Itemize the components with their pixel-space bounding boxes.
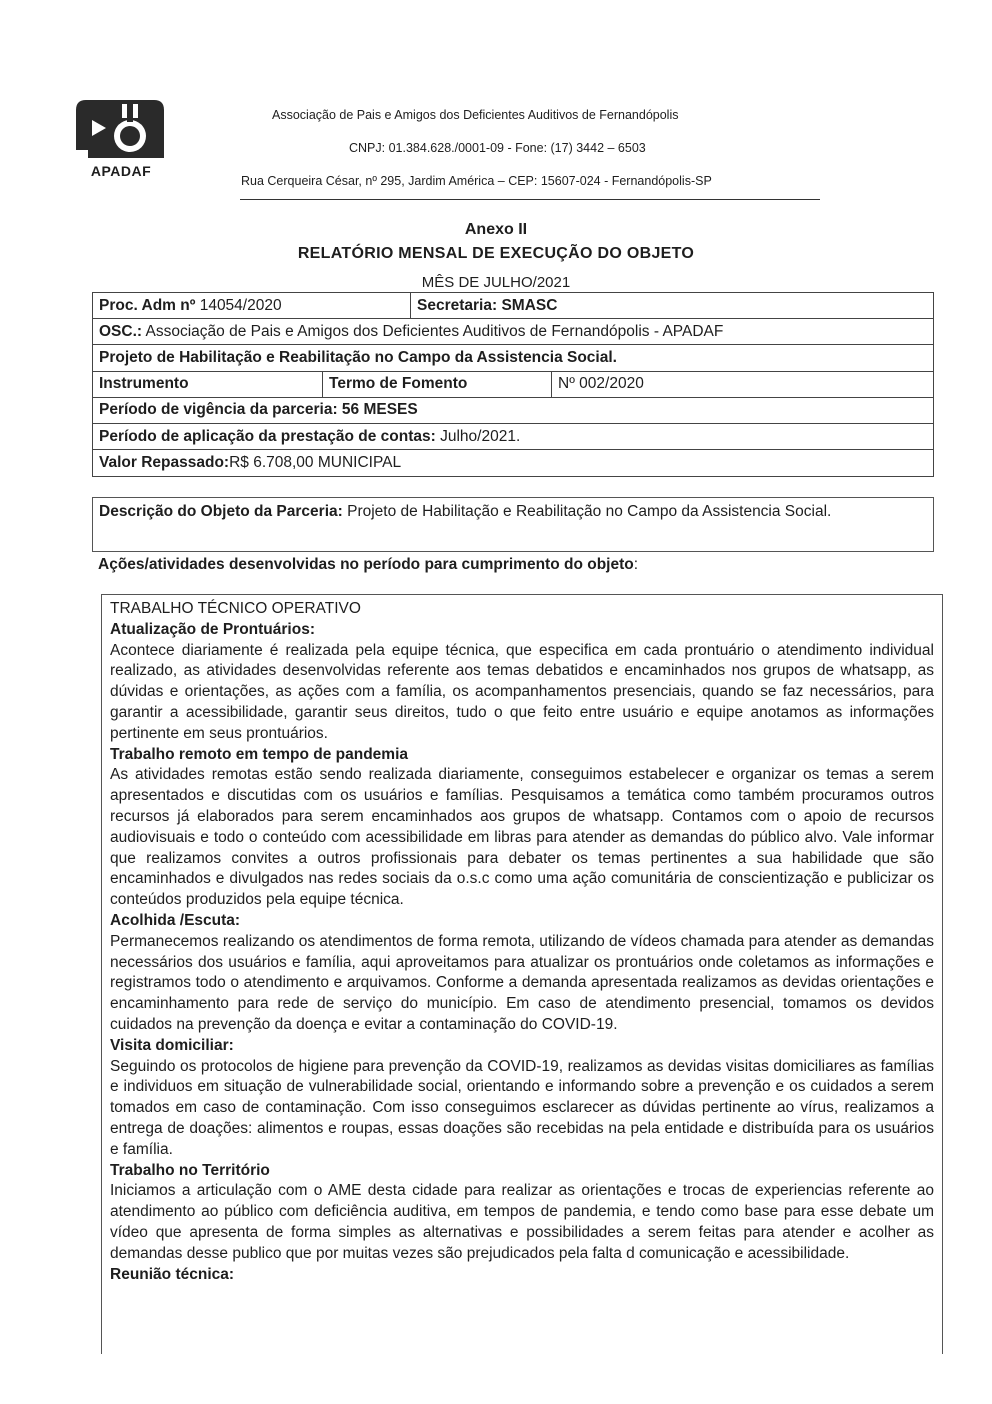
block-heading: Trabalho remoto em tempo de pandemia: [110, 745, 409, 763]
actions-heading-colon: :: [633, 556, 639, 573]
actions-heading: [98, 556, 638, 574]
row-aplicacao: [93, 424, 933, 450]
block-heading: Atualização de Prontuários:: [110, 620, 315, 638]
object-description: [92, 497, 934, 552]
instrumento-value: Termo de Fomento: [329, 375, 468, 393]
activities-box: [101, 594, 943, 1354]
block-text: Seguindo os protocolos de higiene para prevenção da COVID-19, realizamos as devidas visitas domiciliares as famílias e individuos em situação de vulnerabilidade social, orientando e informando sobre a prevenção e os cuidados a serem tomados em caso de contaminação. Com isso conseguimos esclarecer as dúvidas pertinente ao vírus, realizamos a entrega de doações: alimentos e roupas, essas doações são recebidas na pela entidade e distribuída para os usuários e família.: [110, 1057, 934, 1158]
aplicacao-cell: [93, 424, 520, 449]
row-vigencia: [93, 398, 933, 424]
description-label: Descrição do Objeto da Parceria:: [99, 503, 343, 520]
block-text: Acontece diariamente é realizada pela equipe técnica, que especifica em cada prontuário o atendimento individual realizado, as atividades desenvolvidas referente aos temas debatidos e encaminhados nos grupos de whatsapp, as dúvidas e orientações, as ações com a família, os acompanhamentos presenciais, quando se faz necessários, para garantir a acessibilidade, garantir seus direitos, tudo o que feito entre usuário e equipe anotamos as informações pertinente em seus prontuários.: [110, 641, 934, 742]
block-heading: Acolhida /Escuta:: [110, 911, 241, 929]
report-title: RELATÓRIO MENSAL DE EXECUÇÃO DO OBJETO: [297, 245, 695, 262]
block-text: Iniciamos a articulação com o AME desta cidade para realizar as orientações e trocas de experiencias referente ao atendimento ao público com deficiência auditiva, em tempos de pandemia, e tendo como base para esse debate um vídeo que apresenta de forma simples as alternativas e possibilidades a serem feitas para atender e acolher as demandas desse publico que por muitas vezes são prejudicados pela falta d comunicação e acessibilidade.: [110, 1182, 934, 1262]
aplicacao-value: Julho/2021.: [435, 427, 521, 445]
project-name: Projeto de Habilitação e Reabilitação no Campo da Assistencia Social.: [99, 348, 617, 366]
aplicacao-label: Período de aplicação da prestação de contas:: [99, 427, 436, 445]
row-instrumento: [93, 372, 933, 398]
report-month: MÊS DE JULHO/2021: [421, 274, 571, 291]
project-cell: [93, 345, 617, 370]
valor-value: R$ 6.708,00 MUNICIPAL: [229, 454, 402, 472]
secretaria-cell: [410, 293, 557, 318]
row-valor: [93, 450, 933, 476]
info-table: [92, 292, 934, 477]
instrumento-label-cell: [93, 372, 322, 397]
block-text: As atividades remotas estão sendo realizada diariamente, conseguimos estabelecer e organizar os temas a serem apresentados e discutidas com os usuários e famílias. Pesquisamos a temática como também procuramos outros recursos já elaborados para serem encaminhados aos grupos de whatsapp. Contamos com o apoio de recursos audiovisuais e todo o conteúdo com acessibilidade em libras para atender as demandas do público alvo. Vale informar que realizamos convites a outros profissionais para debater os temas pertinentes a sua habilidade que são encaminhados e divulgados nas redes sociais da o.s.c como uma ação comunitária de conscientização e publicizar os conteúdos produzidos pela equipe técnica.: [110, 766, 934, 909]
valor-cell: [93, 450, 401, 476]
osc-value: Associação de Pais e Amigos dos Deficientes Auditivos de Fernandópolis - APADAF: [142, 322, 724, 340]
valor-label: Valor Repassado:: [99, 454, 230, 472]
description-text: Projeto de Habilitação e Reabilitação no Campo da Assistencia Social.: [342, 503, 832, 520]
instrumento-label: Instrumento: [99, 375, 189, 393]
header-divider: [240, 199, 820, 200]
block-heading: Visita domiciliar:: [110, 1036, 234, 1054]
proc-label: Proc. Adm nº: [99, 296, 196, 314]
instrumento-value-cell: [322, 372, 551, 397]
row-osc: [93, 319, 933, 345]
row-project: [93, 345, 933, 371]
row-proc: [93, 293, 933, 319]
instrumento-numero: Nº 002/2020: [558, 375, 644, 393]
section-title: TRABALHO TÉCNICO OPERATIVO: [110, 600, 361, 617]
logo-text: APADAF: [90, 163, 152, 179]
org-name: Associação de Pais e Amigos dos Deficientes Auditivos de Fernandópolis: [272, 108, 679, 122]
org-cnpj-phone: CNPJ: 01.384.628./0001-09 - Fone: (17) 3442 – 6503: [349, 141, 646, 155]
block-text: Permanecemos realizando os atendimentos de forma remota, utilizando de vídeos chamada para atender as demandas necessários dos usuários e família, aqui aproveitamos para atualizar os prontuários onde coletamos as informações e registramos todo o atendimento e arquivamos. Conforme a demanda apresentada realizamos as devidas orientações e encaminhamento para rede de serviço do município. Em caso de atendimento presencial, tomamos os devidos cuidados na prevenção da doença e evitar a contaminação do COVID-19.: [110, 932, 934, 1033]
numero-cell: [551, 372, 644, 397]
proc-cell: [93, 293, 410, 318]
actions-heading-label: Ações/atividades desenvolvidas no período para cumprimento do objeto: [98, 556, 634, 573]
block-heading: Reunião técnica:: [110, 1265, 235, 1283]
org-address: Rua Cerqueira César, nº 295, Jardim América – CEP: 15607-024 - Fernandópolis-SP: [241, 174, 712, 188]
vigencia: Período de vigência da parceria: 56 MESES: [99, 401, 418, 419]
osc-cell: [93, 319, 723, 344]
proc-value: 14054/2020: [195, 296, 282, 314]
osc-label: OSC.:: [99, 322, 143, 340]
secretaria: Secretaria: SMASC: [417, 296, 558, 314]
block-heading: Trabalho no Território: [110, 1161, 270, 1179]
annex-title: Anexo II: [464, 221, 528, 238]
vigencia-cell: [93, 398, 418, 423]
